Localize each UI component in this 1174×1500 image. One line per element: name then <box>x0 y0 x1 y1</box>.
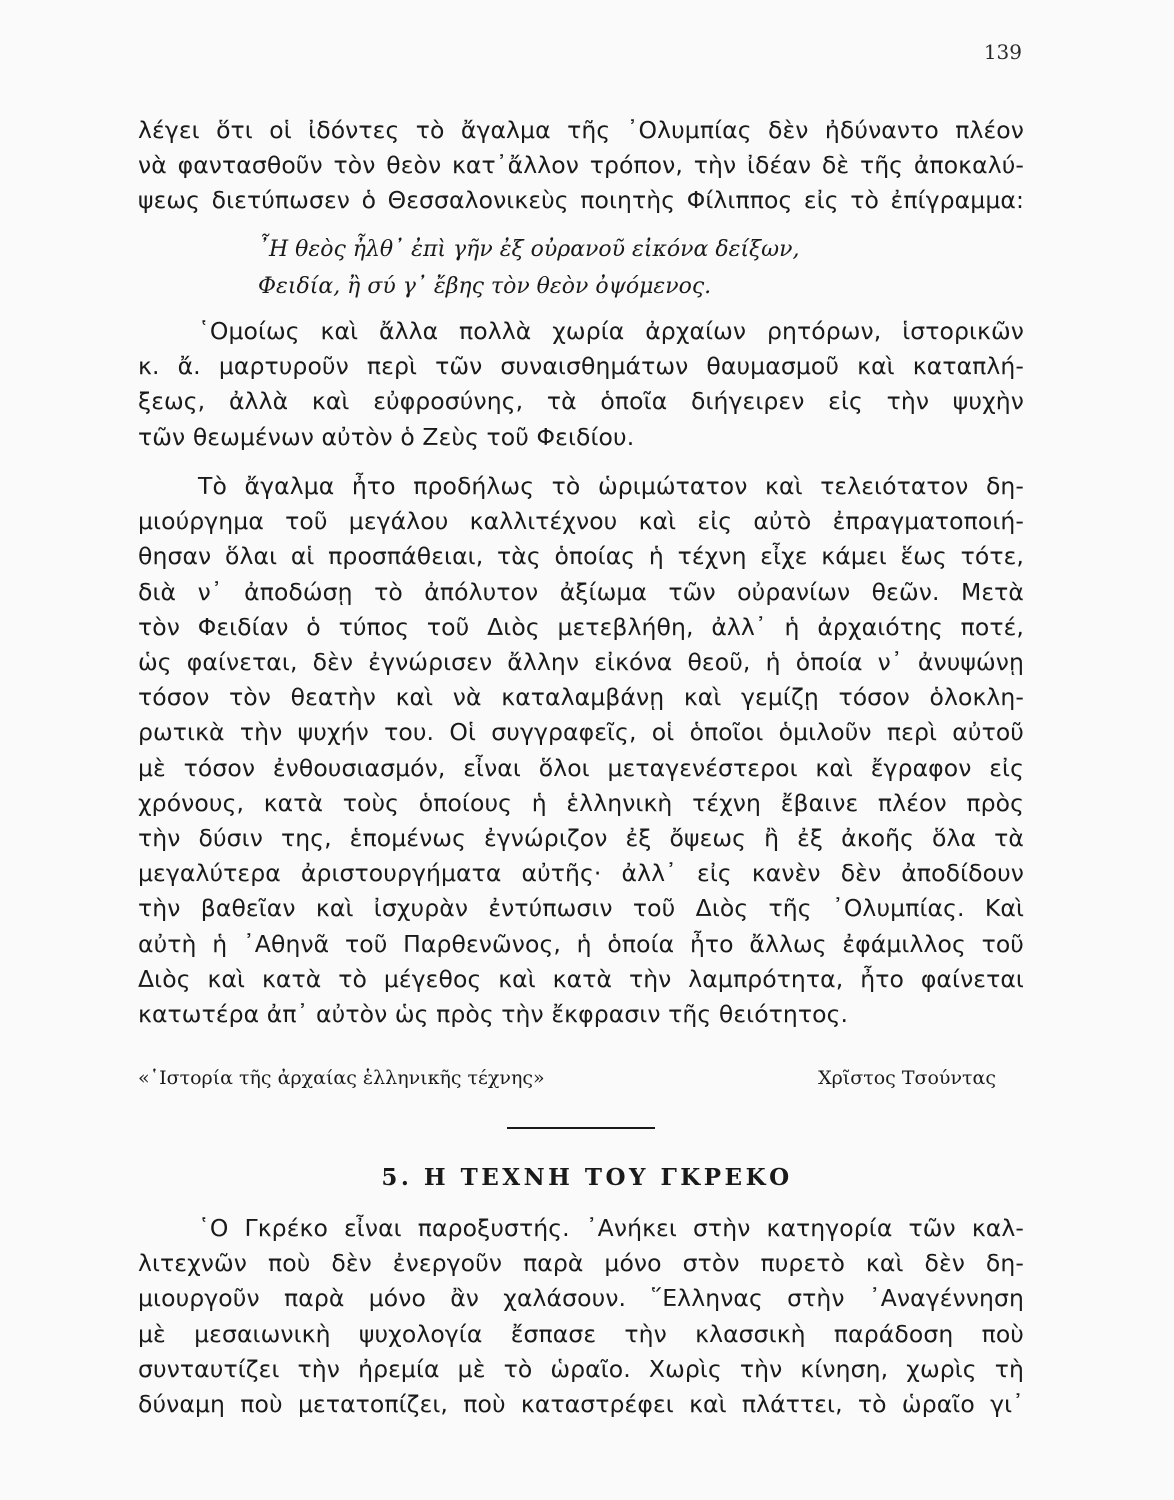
text-line: μεγαλύτερα ἀριστουργήματα αὐτῆς· ἀλλ᾿ εἰς κανὲν δὲν ἀποδίδουν <box>138 859 1024 888</box>
text-line: δύναμη ποὺ μετατοπίζει, ποὺ καταστρέφει καὶ πλάττει, τὸ ὡραῖο γι᾿ <box>138 1390 1024 1419</box>
source-citation <box>138 1067 1024 1089</box>
text-line: ψεως διετύπωσεν ὁ Θεσσαλονικεὺς ποιητὴς Φίλιππος εἰς τὸ ἐπίγραμμα: <box>138 186 1024 215</box>
text-line: κατωτέρα ἀπ᾿ αὐτὸν ὡς πρὸς τὴν ἔκφρασιν τῆς θειότητος. <box>138 1000 849 1029</box>
text-line: μὲ μεσαιωνικὴ ψυχολογία ἔσπασε τὴν κλασσικὴ παράδοση ποὺ <box>138 1319 1024 1348</box>
text-line: κ. ἄ. μαρτυροῦν περὶ τῶν συναισθημάτων θαυμασμοῦ καὶ καταπλή- <box>138 352 1024 381</box>
text-line: θησαν ὅλαι αἱ προσπάθειαι, τὰς ὁποίας ἡ τέχνη εἶχε κάμει ἕως τότε, <box>138 542 1024 571</box>
text-line: ρωτικὰ τὴν ψυχήν του. Οἱ συγγραφεῖς, οἱ ὁποῖοι ὁμιλοῦν περὶ αὐτοῦ <box>138 718 1024 747</box>
text-line: Διὸς καὶ κατὰ τὸ μέγεθος καὶ κατὰ τὴν λαμπρότητα, ἦτο φαίνεται <box>138 964 1024 993</box>
text-line: μιούργημα τοῦ μεγάλου καλλιτέχνου καὶ εἰς αὐτὸ ἐπραγματοποιή- <box>138 507 1024 536</box>
source-author: Χρῖστος Τσούντας <box>818 1067 996 1089</box>
text-line: ὡς φαίνεται, δὲν ἐγνώρισεν ἄλλην εἰκόνα θεοῦ, ἡ ὁποία ν᾿ ἀνυψώνῃ <box>138 648 1024 677</box>
text-line: λέγει ὅτι οἱ ἰδόντες τὸ ἄγαλμα τῆς ᾿Ολυμπίας δὲν ἠδύναντο πλέον <box>138 116 1024 144</box>
text-line: ῾Ομοίως καὶ ἄλλα πολλὰ χωρία ἀρχαίων ρητόρων, ἱστορικῶν <box>198 317 1024 345</box>
text-line: αὐτὴ ἡ ᾿Αθηνᾶ τοῦ Παρθενῶνος, ἡ ὁποία ἦτο ἄλλως ἐφάμιλλος τοῦ <box>138 929 1024 958</box>
paragraph-2 <box>138 314 1024 455</box>
paragraph-1 <box>138 113 1024 219</box>
text-line: μιουργοῦν παρὰ μόνο ἂν χαλάσουν. ῞Ελληνας στὴν ᾿Αναγέννηση <box>138 1284 1024 1313</box>
text-line: τῶν θεωμένων αὐτὸν ὁ Ζεὺς τοῦ Φειδίου. <box>138 422 635 451</box>
text-line: τὴν δύσιν της, ἑπομένως ἐγνώριζον ἐξ ὄψεως ἢ ἐξ ἀκοῆς ὅλα τὰ <box>138 824 1024 853</box>
text-line: λιτεχνῶν ποὺ δὲν ἐνεργοῦν παρὰ μόνο στὸν πυρετὸ καὶ δὲν δη- <box>138 1249 1024 1278</box>
text-line: τὴν βαθεῖαν καὶ ἰσχυρὰν ἐντύπωσιν τοῦ Διὸς τῆς ᾿Ολυμπίας. Καὶ <box>138 894 1024 923</box>
epigram-line: ῏Η θεὸς ἦλθ᾿ ἐπὶ γῆν ἐξ οὐρανοῦ εἰκόνα δείξων, <box>258 237 800 262</box>
epigram-line: Φειδία, ἢ σύ γ᾿ ἔβης τὸν θεὸν ὀψόμενος. <box>258 274 712 299</box>
section-divider <box>507 1127 655 1129</box>
text-line: μὲ τόσον ἐνθουσιασμόν, εἶναι ὅλοι μεταγενέστεροι καὶ ἔγραφον εἰς <box>138 753 1024 782</box>
text-line: συνταυτίζει τὴν ἠρεμία μὲ τὸ ὡραῖο. Χωρὶς τὴν κίνηση, χωρὶς τὴ <box>138 1354 1024 1383</box>
paragraph-3 <box>138 469 1024 1032</box>
text-line: τὸν Φειδίαν ὁ τύπος τοῦ Διὸς μετεβλήθη, ἀλλ᾿ ἡ ἀρχαιότης ποτέ, <box>138 612 1024 641</box>
text-line: διὰ ν᾿ ἀποδώσῃ τὸ ἀπόλυτον ἀξίωμα τῶν οὐρανίων θεῶν. Μετὰ <box>138 577 1024 606</box>
text-line: ῾Ο Γκρέκο εἶναι παροξυστής. ᾿Ανήκει στὴν κατηγορία τῶν καλ- <box>198 1214 1024 1242</box>
text-line: χρόνους, κατὰ τοὺς ὁποίους ἡ ἑλληνικὴ τέχνη ἔβαινε πλέον πρὸς <box>138 788 1024 817</box>
epigram <box>258 231 898 305</box>
section-heading: 5. Η ΤΕΧΝΗ ΤΟΥ ΓΚΡΕΚΟ <box>381 1164 793 1191</box>
page-number: 139 <box>983 40 1022 64</box>
paragraph-4 <box>138 1211 1024 1422</box>
text-line: Τὸ ἄγαλμα ἦτο προδήλως τὸ ὡριμώτατον καὶ τελειότατον δη- <box>198 472 1024 500</box>
text-line: τόσον τὸν θεατὴν καὶ νὰ καταλαμβάνῃ καὶ γεμίζῃ τόσον ὁλοκλη- <box>138 683 1024 712</box>
source-work-title: «῾Ιστορία τῆς ἀρχαίας ἑλληνικῆς τέχνης» <box>138 1067 545 1089</box>
text-line: νὰ φαντασθοῦν τὸν θεὸν κατ᾿ἄλλον τρόπον, τὴν ἰδέαν δὲ τῆς ἀποκαλύ- <box>138 151 1024 180</box>
text-line: ξεως, ἀλλὰ καὶ εὐφροσύνης, τὰ ὁποῖα διήγειρεν εἰς τὴν ψυχὴν <box>138 387 1024 416</box>
